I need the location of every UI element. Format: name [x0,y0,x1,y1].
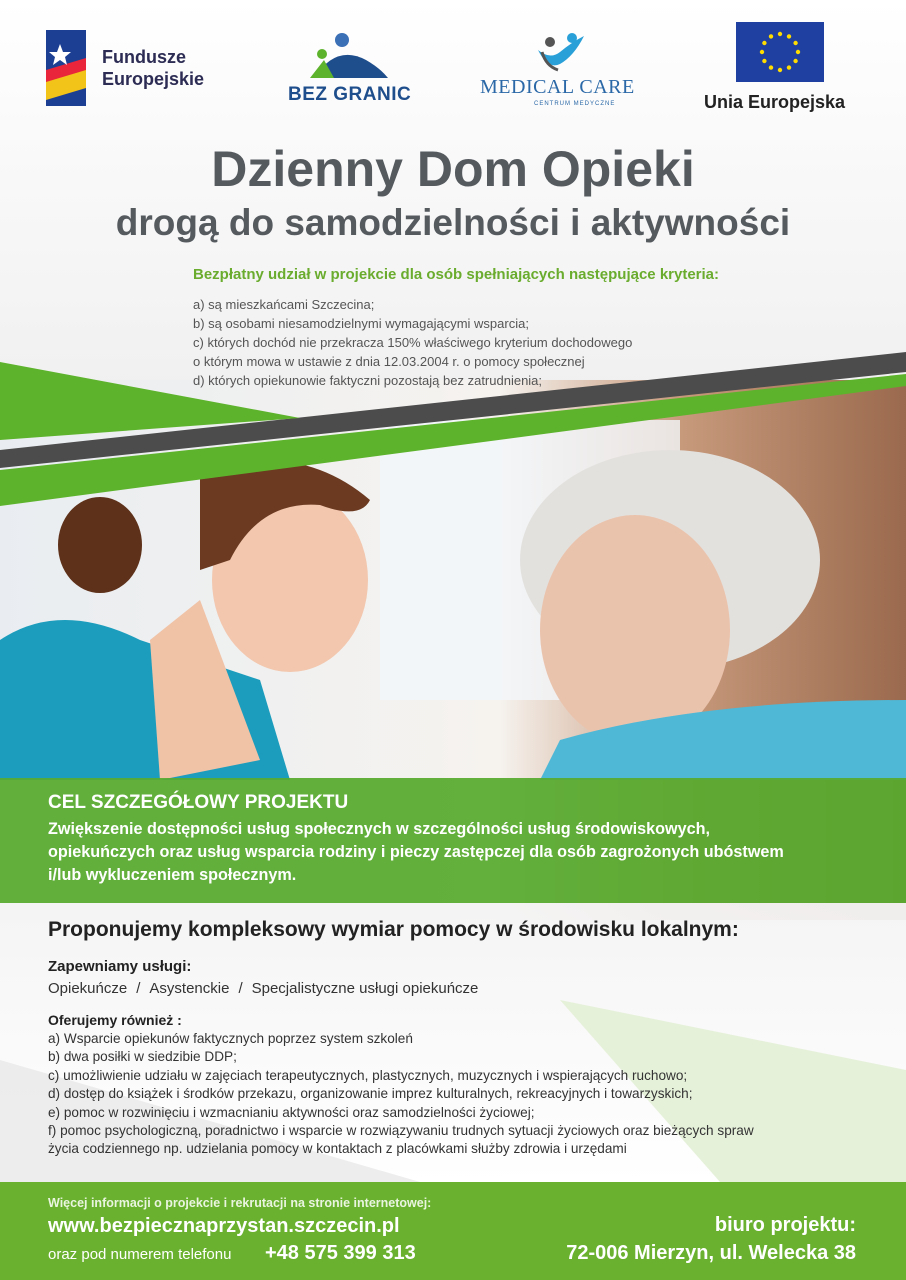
criteria-item: o którym mowa w ustawie z dnia 12.03.2004 r. o pomocy społecznej [193,354,585,369]
footer [0,1182,906,1280]
bez-granic-icon [284,30,424,84]
criteria-item: a) są mieszkańcami Szczecina; [193,297,375,312]
also-item: b) dwa posiłki w siedzibie DDP; [48,1049,237,1065]
also-list [48,1030,888,1159]
offer-heading: Proponujemy kompleksowy wymiar pomocy w środowisku lokalnym: [48,918,739,941]
goal-line: Zwiększenie dostępności usług społecznych w szczególności usług środowiskowych, [48,820,711,838]
fe-logo-line1: Fundusze [102,47,186,67]
goal-text [48,818,888,887]
eu-logo [700,22,870,117]
criteria-item: b) są osobami niesamodzielnymi wymagającymi wsparcia; [193,316,529,331]
footer-info: Więcej informacji o projekcie i rekrutacji na stronie internetowej: [48,1196,432,1210]
goal-title: CEL SZCZEGÓŁOWY PROJEKTU [48,792,349,813]
service-item: Asystenckie [149,980,230,997]
medical-care-subtext: CENTRUM MEDYCZNE [534,101,616,107]
goal-line: opiekuńczych oraz usług wsparcia rodziny i pieczy zastępczej dla osób zagrożonych ubóstwem [48,843,784,861]
fe-flag-icon [46,30,86,106]
medical-care-logo [476,30,646,110]
eu-logo-text: Unia Europejska [704,92,846,112]
services-heading: Zapewniamy usługi: [48,958,192,975]
also-item: d) dostęp do książek i środków przekazu, organizowanie imprez kulturalnych, rekreacyjnych i towarzyskich; [48,1086,693,1102]
also-heading: Oferujemy również : [48,1012,182,1028]
service-separator: / [136,980,141,997]
bez-granic-logo [284,30,424,110]
page-subtitle: drogą do samodzielności i aktywności [115,202,791,243]
bez-granic-text: BEZ GRANIC [288,84,412,105]
eu-flag-icon [736,22,824,82]
fundusze-europejskie-logo [46,30,236,110]
service-item: Opiekuńcze [48,980,128,997]
footer-website-link[interactable]: www.bezpiecznaprzystan.szczecin.pl [48,1215,400,1237]
footer-phone-number[interactable]: +48 575 399 313 [265,1242,416,1264]
service-item: Specjalistyczne usługi opiekuńcze [251,980,479,997]
also-item: życia codziennego np. udzielania pomocy w kontaktach z placówkami służby zdrowia i urzędami [48,1141,627,1157]
also-item: f) pomoc psychologiczną, poradnictwo i wsparcie w rozwiązywaniu trudnych sytuacji życiowych oraz bieżących spraw [48,1123,754,1139]
also-item: c) umożliwienie udziału w zajęciach terapeutycznych, plastycznych, muzycznych i wspierających ruchowo; [48,1067,688,1083]
criteria-list [193,295,632,390]
footer-office-label: biuro projektu: [714,1214,856,1236]
criteria-item: c) których dochód nie przekracza 150% właściwego kryterium dochodowego [193,335,633,350]
footer-phone-label: oraz pod numerem telefonu [48,1246,232,1263]
goal-line: i/lub wykluczeniem społecznym. [48,866,297,884]
also-item: e) pomoc w rozwinięciu i wzmacnianiu aktywności oraz samodzielności życiowej; [48,1104,535,1120]
criteria-item: d) których opiekunowie faktyczni pozostają bez zatrudnienia; [193,373,543,388]
project-goal-band [0,778,906,903]
page-title: Dzienny Dom Opieki [211,141,695,197]
medical-care-text: MEDICAL CARE [480,76,635,98]
criteria-heading: Bezpłatny udział w projekcie dla osób spełniających następujące kryteria: [193,266,720,283]
services-list [48,980,478,997]
service-separator: / [238,980,243,997]
medical-care-icon [476,30,646,78]
fe-logo-line2: Europejskie [102,69,205,89]
also-item: a) Wsparcie opiekunów faktycznych poprzez system szkoleń [48,1031,413,1046]
footer-office-address: 72-006 Mierzyn, ul. Welecka 38 [566,1242,856,1264]
